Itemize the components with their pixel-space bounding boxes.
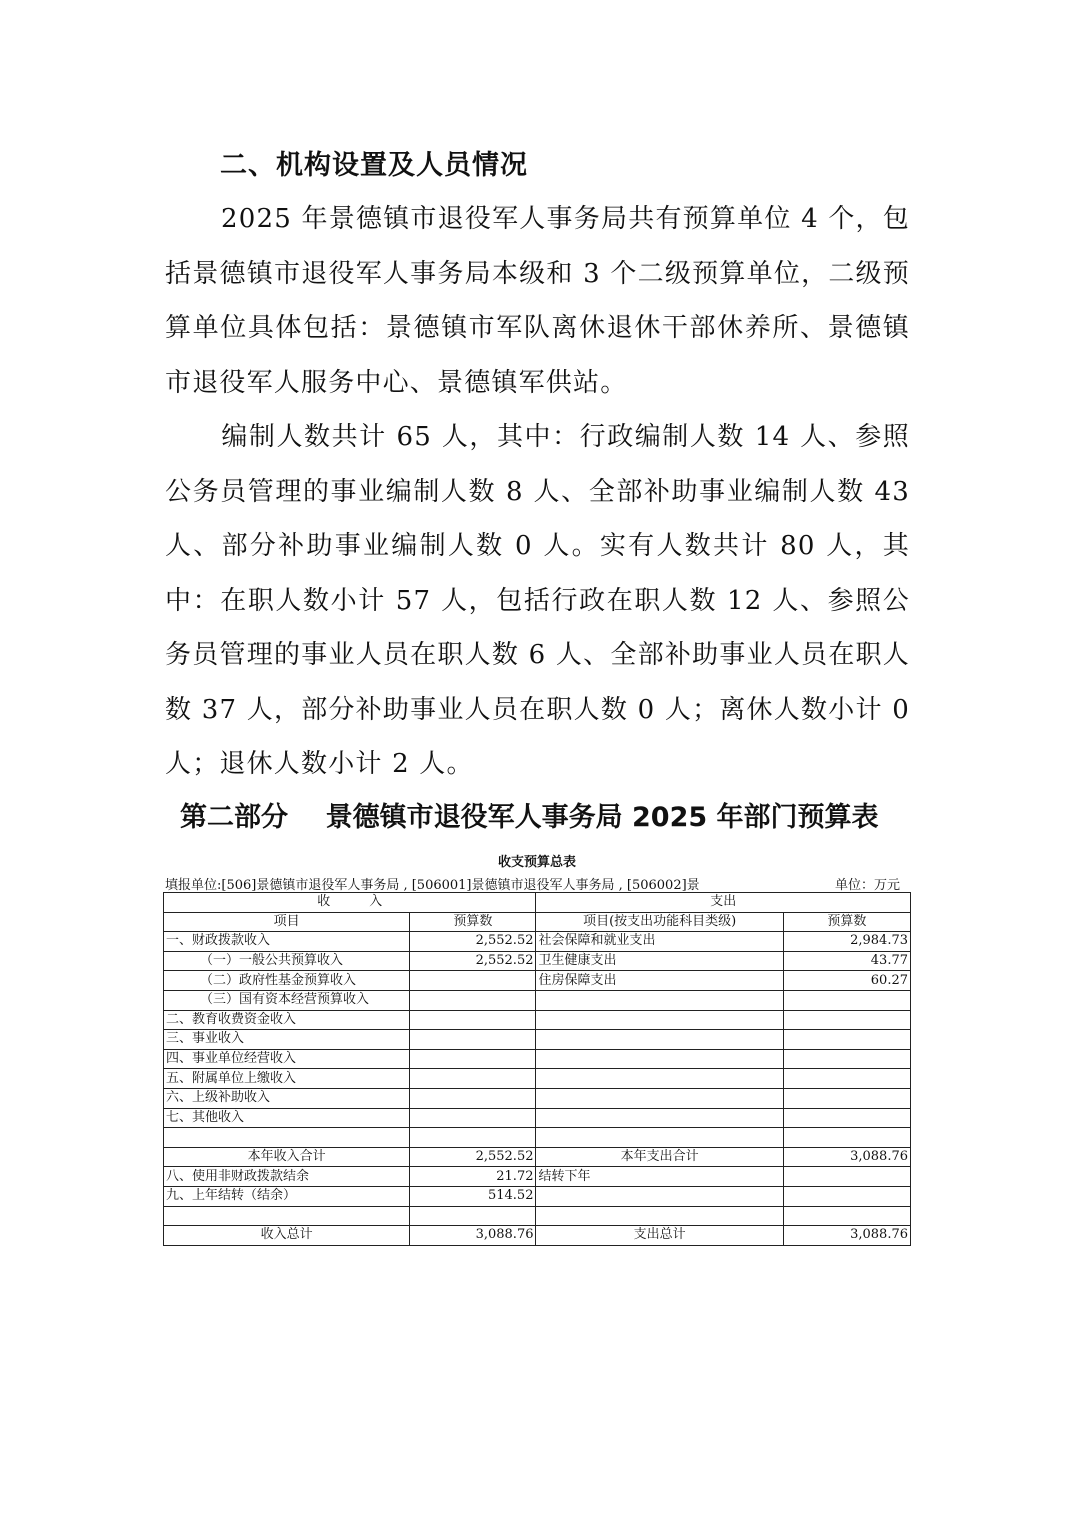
table-row <box>164 1128 911 1148</box>
table-row <box>164 951 911 971</box>
paragraph-budget-units <box>165 192 910 410</box>
expense-item-cell <box>536 1088 783 1108</box>
table-row <box>164 1147 911 1167</box>
column-header-income-item: 项目 <box>164 912 410 932</box>
income-value-cell: 2,552.52 <box>410 1147 536 1167</box>
income-item-cell: 二、教育收费资金收入 <box>164 1010 410 1030</box>
income-value-cell: 2,552.52 <box>410 932 536 952</box>
expense-value-cell <box>783 1049 910 1069</box>
income-item-cell: 本年收入合计 <box>164 1147 410 1167</box>
income-value-cell <box>410 1010 536 1030</box>
expense-item-cell <box>536 990 783 1010</box>
income-item-cell <box>164 1128 410 1148</box>
table-row <box>164 1206 911 1226</box>
expense-item-cell: 结转下年 <box>536 1167 783 1187</box>
expense-value-cell: 43.77 <box>783 951 910 971</box>
table-row <box>164 1049 911 1069</box>
income-value-cell <box>410 1108 536 1128</box>
column-header-expense-budget: 预算数 <box>783 912 910 932</box>
expense-item-cell: 支出总计 <box>536 1226 783 1246</box>
expense-value-cell <box>783 1186 910 1206</box>
income-value-cell <box>410 971 536 991</box>
income-value-cell <box>410 1069 536 1089</box>
income-item-cell: （一）一般公共预算收入 <box>164 951 410 971</box>
expense-item-cell: 卫生健康支出 <box>536 951 783 971</box>
income-value-cell <box>410 1128 536 1148</box>
income-value-cell: 21.72 <box>410 1167 536 1187</box>
income-value-cell <box>410 1030 536 1050</box>
expense-item-cell <box>536 1206 783 1226</box>
budget-summary-table <box>163 892 911 1246</box>
income-item-cell <box>164 1206 410 1226</box>
table-row <box>164 1069 911 1089</box>
table-row <box>164 971 911 991</box>
table-row <box>164 1186 911 1206</box>
expense-item-cell <box>536 1010 783 1030</box>
expense-value-cell <box>783 1069 910 1089</box>
expense-value-cell <box>783 1010 910 1030</box>
income-item-cell: 三、事业收入 <box>164 1030 410 1050</box>
expense-value-cell: 3,088.76 <box>783 1147 910 1167</box>
income-item-cell: 收入总计 <box>164 1226 410 1246</box>
expense-item-cell <box>536 1128 783 1148</box>
table-title: 收支预算总表 <box>497 855 576 870</box>
column-header-expense-item: 项目(按支出功能科目类级) <box>536 912 783 932</box>
income-group-header: 收 入 <box>164 893 536 913</box>
paragraph-text: 编制人数共计 65 人，其中：行政编制人数 14 人、参照公务员管理的事业编制人数 8 人、全部补助事业编制人数 43 人、部分补助事业编制人数 0 人。实有人数共计 80 人，其中：在职人数小计 57 人，包括行政在职人数 12 人、参照公务员管理的事业人员在职人数 6 人、全部补助事业人员在职人数 37 人，部分补助事业人员在职人数 0 人；离休人数小计 0 人；退休人数小计 2 人。 <box>165 422 910 779</box>
table-row <box>164 1010 911 1030</box>
expense-value-cell: 60.27 <box>783 971 910 991</box>
income-value-cell <box>410 1088 536 1108</box>
income-item-cell: 五、附属单位上缴收入 <box>164 1069 410 1089</box>
expense-group-header: 支出 <box>536 893 911 913</box>
fill-unit-label: 填报单位:[506]景德镇市退役军人事务局 , [506001]景德镇市退役军人事务局 , [506002]景 <box>165 878 700 893</box>
paragraph-staffing <box>165 410 910 792</box>
table-row <box>164 932 911 952</box>
expense-item-cell <box>536 1049 783 1069</box>
expense-item-cell: 本年支出合计 <box>536 1147 783 1167</box>
income-item-cell: 六、上级补助收入 <box>164 1088 410 1108</box>
expense-item-cell: 社会保障和就业支出 <box>536 932 783 952</box>
expense-value-cell <box>783 1030 910 1050</box>
expense-item-cell <box>536 1030 783 1050</box>
expense-value-cell <box>783 1108 910 1128</box>
table-row <box>164 990 911 1010</box>
table-group-header-row <box>164 893 911 913</box>
income-item-cell: （三）国有资本经营预算收入 <box>164 990 410 1010</box>
income-item-cell: 七、其他收入 <box>164 1108 410 1128</box>
table-row <box>164 1226 911 1246</box>
income-value-cell: 2,552.52 <box>410 951 536 971</box>
table-column-header-row <box>164 912 911 932</box>
income-item-cell: 八、使用非财政拨款结余 <box>164 1167 410 1187</box>
expense-value-cell <box>783 1167 910 1187</box>
expense-item-cell: 住房保障支出 <box>536 971 783 991</box>
section-heading: 二、机构设置及人员情况 <box>220 150 528 181</box>
income-value-cell: 514.52 <box>410 1186 536 1206</box>
expense-value-cell <box>783 1206 910 1226</box>
column-header-income-budget: 预算数 <box>410 912 536 932</box>
expense-item-cell <box>536 1186 783 1206</box>
income-item-cell: 一、财政拨款收入 <box>164 932 410 952</box>
table-row <box>164 1030 911 1050</box>
table-row <box>164 1167 911 1187</box>
table-row <box>164 1088 911 1108</box>
income-value-cell: 3,088.76 <box>410 1226 536 1246</box>
income-value-cell <box>410 990 536 1010</box>
expense-item-cell <box>536 1108 783 1128</box>
part-heading: 第二部分 景德镇市退役军人事务局 2025 年部门预算表 <box>180 802 879 833</box>
expense-value-cell <box>783 990 910 1010</box>
income-value-cell <box>410 1049 536 1069</box>
table-row <box>164 1108 911 1128</box>
income-value-cell <box>410 1206 536 1226</box>
paragraph-text: 2025 年景德镇市退役军人事务局共有预算单位 4 个，包括景德镇市退役军人事务局本级和 3 个二级预算单位，二级预算单位具体包括：景德镇市军队离休退休干部休养所、景德镇市退役军人服务中心、景德镇军供站。 <box>165 204 910 398</box>
income-item-cell: （二）政府性基金预算收入 <box>164 971 410 991</box>
expense-value-cell: 2,984.73 <box>783 932 910 952</box>
expense-value-cell <box>783 1088 910 1108</box>
income-item-cell: 四、事业单位经营收入 <box>164 1049 410 1069</box>
unit-label: 单位：万元 <box>835 878 901 893</box>
expense-value-cell: 3,088.76 <box>783 1226 910 1246</box>
expense-item-cell <box>536 1069 783 1089</box>
expense-value-cell <box>783 1128 910 1148</box>
income-item-cell: 九、上年结转（结余） <box>164 1186 410 1206</box>
